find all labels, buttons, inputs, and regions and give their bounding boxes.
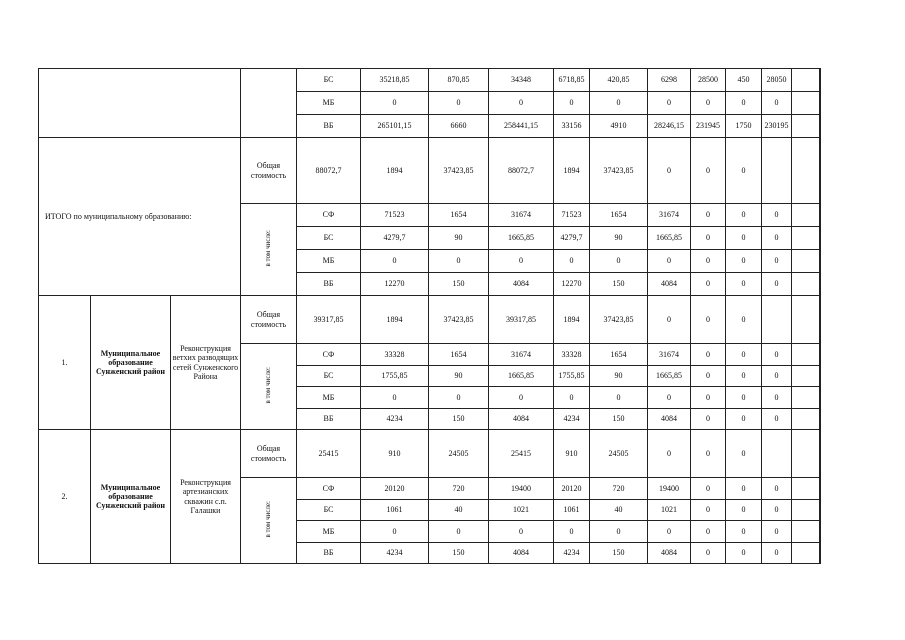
value-cell: 0 [726, 92, 762, 115]
value-cell: 150 [590, 542, 648, 564]
value-cell: 0 [691, 521, 726, 543]
source-label: ВБ [297, 408, 361, 430]
value-cell: 0 [648, 430, 691, 478]
value-cell: 0 [489, 250, 554, 273]
value-cell: 1750 [726, 115, 762, 138]
value-cell: 35218,85 [361, 69, 429, 92]
source-label: СФ [297, 344, 361, 366]
value-cell: 0 [762, 542, 792, 564]
value-cell: 0 [361, 521, 429, 543]
value-cell [820, 521, 821, 543]
value-cell [792, 499, 820, 521]
source-label: БС [297, 365, 361, 387]
item-number: 1. [39, 296, 91, 430]
value-cell: 0 [762, 344, 792, 366]
value-cell: 0 [691, 344, 726, 366]
value-cell: 0 [648, 138, 691, 204]
value-cell: 0 [726, 365, 762, 387]
value-cell [792, 69, 820, 92]
value-cell: 0 [429, 92, 489, 115]
value-cell: 20120 [554, 478, 590, 500]
value-cell: 4084 [648, 408, 691, 430]
value-cell [762, 138, 792, 204]
value-cell: 1755,85 [554, 365, 590, 387]
value-cell: 1654 [590, 344, 648, 366]
value-cell [820, 115, 821, 138]
table-row [39, 69, 821, 92]
value-cell: 37423,85 [590, 138, 648, 204]
value-cell: 31674 [648, 344, 691, 366]
value-cell [820, 69, 821, 92]
value-cell: 1665,85 [648, 227, 691, 250]
value-cell: 450 [726, 69, 762, 92]
value-cell: 0 [726, 542, 762, 564]
value-cell: 34348 [489, 69, 554, 92]
value-cell: 0 [648, 387, 691, 409]
value-cell: 1654 [429, 204, 489, 227]
value-cell: 25415 [297, 430, 361, 478]
including-label [241, 344, 297, 430]
budget-table [38, 68, 821, 564]
value-cell: 71523 [361, 204, 429, 227]
including-text: в том числе: [264, 230, 273, 267]
value-cell: 0 [691, 92, 726, 115]
general-cost-label: Общая стоимость [241, 430, 297, 478]
value-cell: 0 [762, 521, 792, 543]
table-row [39, 138, 821, 204]
value-cell: 33328 [554, 344, 590, 366]
value-cell: 0 [489, 387, 554, 409]
value-cell: 31674 [648, 204, 691, 227]
value-cell: 0 [691, 387, 726, 409]
value-cell: 6718,85 [554, 69, 590, 92]
value-cell [820, 204, 821, 227]
value-cell: 1021 [648, 499, 691, 521]
value-cell: 1894 [554, 138, 590, 204]
value-cell: 0 [762, 250, 792, 273]
value-cell: 0 [726, 273, 762, 296]
blank-cell [39, 69, 241, 138]
value-cell: 420,85 [590, 69, 648, 92]
value-cell: 0 [648, 92, 691, 115]
value-cell: 0 [762, 387, 792, 409]
source-label: БС [297, 227, 361, 250]
value-cell: 0 [691, 430, 726, 478]
value-cell: 0 [726, 408, 762, 430]
value-cell: 88072,7 [297, 138, 361, 204]
value-cell: 1894 [361, 138, 429, 204]
value-cell: 231945 [691, 115, 726, 138]
value-cell: 28246,15 [648, 115, 691, 138]
value-cell: 0 [361, 250, 429, 273]
value-cell: 0 [726, 478, 762, 500]
value-cell [762, 430, 792, 478]
value-cell: 0 [554, 387, 590, 409]
value-cell: 258441,15 [489, 115, 554, 138]
value-cell: 4234 [361, 408, 429, 430]
value-cell [820, 227, 821, 250]
value-cell: 0 [554, 521, 590, 543]
value-cell: 24505 [429, 430, 489, 478]
value-cell [792, 92, 820, 115]
value-cell: 230195 [762, 115, 792, 138]
value-cell: 0 [691, 365, 726, 387]
value-cell: 31674 [489, 204, 554, 227]
value-cell: 910 [554, 430, 590, 478]
value-cell [820, 273, 821, 296]
value-cell: 0 [429, 250, 489, 273]
value-cell [792, 521, 820, 543]
source-label: СФ [297, 204, 361, 227]
value-cell: 0 [691, 250, 726, 273]
value-cell: 1061 [361, 499, 429, 521]
source-label: ВБ [297, 542, 361, 564]
value-cell: 90 [590, 365, 648, 387]
value-cell: 0 [726, 227, 762, 250]
value-cell: 28050 [762, 69, 792, 92]
value-cell: 0 [762, 499, 792, 521]
table-row [39, 430, 821, 478]
value-cell: 1654 [429, 344, 489, 366]
value-cell: 0 [590, 521, 648, 543]
value-cell: 28500 [691, 69, 726, 92]
project-name: Реконструкция ветхих разводящих сетей Сунженского Района [171, 296, 241, 430]
value-cell: 6298 [648, 69, 691, 92]
value-cell [792, 387, 820, 409]
value-cell: 0 [361, 387, 429, 409]
value-cell: 20120 [361, 478, 429, 500]
value-cell: 33328 [361, 344, 429, 366]
value-cell: 37423,85 [429, 296, 489, 344]
general-cost-label: Общая стоимость [241, 138, 297, 204]
value-cell: 37423,85 [590, 296, 648, 344]
value-cell [792, 273, 820, 296]
table-row [39, 296, 821, 344]
including-label [241, 204, 297, 296]
including-text: в том числе: [264, 501, 273, 538]
source-label: БС [297, 69, 361, 92]
value-cell: 4084 [489, 408, 554, 430]
value-cell [820, 430, 821, 478]
value-cell: 1755,85 [361, 365, 429, 387]
source-label: МБ [297, 387, 361, 409]
organization-name: Муниципальное образование Сунженский район [91, 430, 171, 564]
general-cost-label: Общая стоимость [241, 296, 297, 344]
value-cell: 12270 [554, 273, 590, 296]
value-cell: 19400 [648, 478, 691, 500]
value-cell: 0 [691, 408, 726, 430]
value-cell: 39317,85 [297, 296, 361, 344]
value-cell: 0 [590, 387, 648, 409]
source-label: ВБ [297, 115, 361, 138]
value-cell [820, 408, 821, 430]
value-cell: 0 [554, 92, 590, 115]
value-cell: 4279,7 [361, 227, 429, 250]
item-number: 2. [39, 430, 91, 564]
value-cell: 910 [361, 430, 429, 478]
value-cell: 0 [691, 542, 726, 564]
value-cell: 0 [726, 204, 762, 227]
value-cell: 1021 [489, 499, 554, 521]
value-cell: 0 [489, 521, 554, 543]
value-cell: 4234 [361, 542, 429, 564]
value-cell: 720 [429, 478, 489, 500]
value-cell [792, 365, 820, 387]
value-cell: 39317,85 [489, 296, 554, 344]
including-text: в том числе: [264, 367, 273, 404]
project-name: Реконструкция артезианских скважин с.п. Галашки [171, 430, 241, 564]
value-cell [820, 250, 821, 273]
value-cell [820, 542, 821, 564]
value-cell: 0 [648, 250, 691, 273]
value-cell: 40 [590, 499, 648, 521]
value-cell: 1894 [361, 296, 429, 344]
value-cell: 0 [691, 499, 726, 521]
value-cell: 150 [590, 273, 648, 296]
value-cell: 0 [762, 273, 792, 296]
value-cell: 0 [762, 227, 792, 250]
value-cell [792, 430, 820, 478]
value-cell: 150 [590, 408, 648, 430]
source-label: МБ [297, 92, 361, 115]
value-cell: 19400 [489, 478, 554, 500]
value-cell: 0 [691, 478, 726, 500]
value-cell: 33156 [554, 115, 590, 138]
value-cell: 12270 [361, 273, 429, 296]
value-cell: 31674 [489, 344, 554, 366]
value-cell: 0 [489, 92, 554, 115]
value-cell: 0 [648, 296, 691, 344]
value-cell: 0 [691, 296, 726, 344]
value-cell: 0 [726, 499, 762, 521]
value-cell [792, 204, 820, 227]
value-cell: 4084 [489, 273, 554, 296]
total-label: ИТОГО по муниципальному образованию: [39, 138, 241, 296]
value-cell: 4084 [648, 273, 691, 296]
value-cell: 4234 [554, 542, 590, 564]
value-cell: 0 [429, 387, 489, 409]
value-cell: 1894 [554, 296, 590, 344]
value-cell [820, 387, 821, 409]
value-cell [792, 227, 820, 250]
value-cell [820, 499, 821, 521]
value-cell: 150 [429, 408, 489, 430]
value-cell: 1061 [554, 499, 590, 521]
value-cell: 0 [762, 92, 792, 115]
value-cell: 0 [726, 387, 762, 409]
value-cell: 0 [691, 273, 726, 296]
value-cell: 150 [429, 542, 489, 564]
value-cell: 40 [429, 499, 489, 521]
value-cell: 90 [429, 227, 489, 250]
value-cell: 4279,7 [554, 227, 590, 250]
value-cell [792, 478, 820, 500]
value-cell: 0 [726, 430, 762, 478]
value-cell [820, 344, 821, 366]
value-cell: 0 [726, 521, 762, 543]
value-cell: 4910 [590, 115, 648, 138]
value-cell: 4084 [489, 542, 554, 564]
value-cell: 90 [429, 365, 489, 387]
value-cell: 0 [726, 344, 762, 366]
value-cell: 0 [554, 250, 590, 273]
value-cell: 0 [762, 408, 792, 430]
value-cell: 90 [590, 227, 648, 250]
value-cell [820, 478, 821, 500]
value-cell: 6660 [429, 115, 489, 138]
value-cell [792, 138, 820, 204]
value-cell [792, 250, 820, 273]
value-cell: 4084 [648, 542, 691, 564]
value-cell [792, 542, 820, 564]
value-cell: 0 [429, 521, 489, 543]
value-cell: 88072,7 [489, 138, 554, 204]
value-cell: 1665,85 [489, 227, 554, 250]
value-cell: 71523 [554, 204, 590, 227]
value-cell: 0 [726, 296, 762, 344]
value-cell: 720 [590, 478, 648, 500]
value-cell: 0 [726, 250, 762, 273]
value-cell [820, 365, 821, 387]
value-cell: 0 [762, 365, 792, 387]
value-cell [792, 296, 820, 344]
value-cell: 0 [590, 92, 648, 115]
source-label: МБ [297, 521, 361, 543]
source-label: ВБ [297, 273, 361, 296]
source-label: БС [297, 499, 361, 521]
value-cell [820, 138, 821, 204]
value-cell: 0 [691, 204, 726, 227]
value-cell [820, 296, 821, 344]
value-cell: 150 [429, 273, 489, 296]
value-cell: 1665,85 [648, 365, 691, 387]
value-cell: 37423,85 [429, 138, 489, 204]
value-cell [792, 115, 820, 138]
value-cell: 0 [691, 227, 726, 250]
value-cell: 0 [762, 204, 792, 227]
value-cell: 0 [691, 138, 726, 204]
value-cell [792, 408, 820, 430]
value-cell: 0 [762, 478, 792, 500]
organization-name: Муниципальное образование Сунженский район [91, 296, 171, 430]
value-cell: 1665,85 [489, 365, 554, 387]
source-label: МБ [297, 250, 361, 273]
value-cell: 24505 [590, 430, 648, 478]
value-cell: 1654 [590, 204, 648, 227]
source-label: СФ [297, 478, 361, 500]
value-cell: 0 [726, 138, 762, 204]
value-cell: 265101,15 [361, 115, 429, 138]
blank-cell [241, 69, 297, 138]
including-label [241, 478, 297, 564]
value-cell [820, 92, 821, 115]
value-cell: 0 [590, 250, 648, 273]
value-cell: 25415 [489, 430, 554, 478]
value-cell [762, 296, 792, 344]
value-cell: 0 [361, 92, 429, 115]
value-cell: 4234 [554, 408, 590, 430]
value-cell [792, 344, 820, 366]
value-cell: 870,85 [429, 69, 489, 92]
value-cell: 0 [648, 521, 691, 543]
